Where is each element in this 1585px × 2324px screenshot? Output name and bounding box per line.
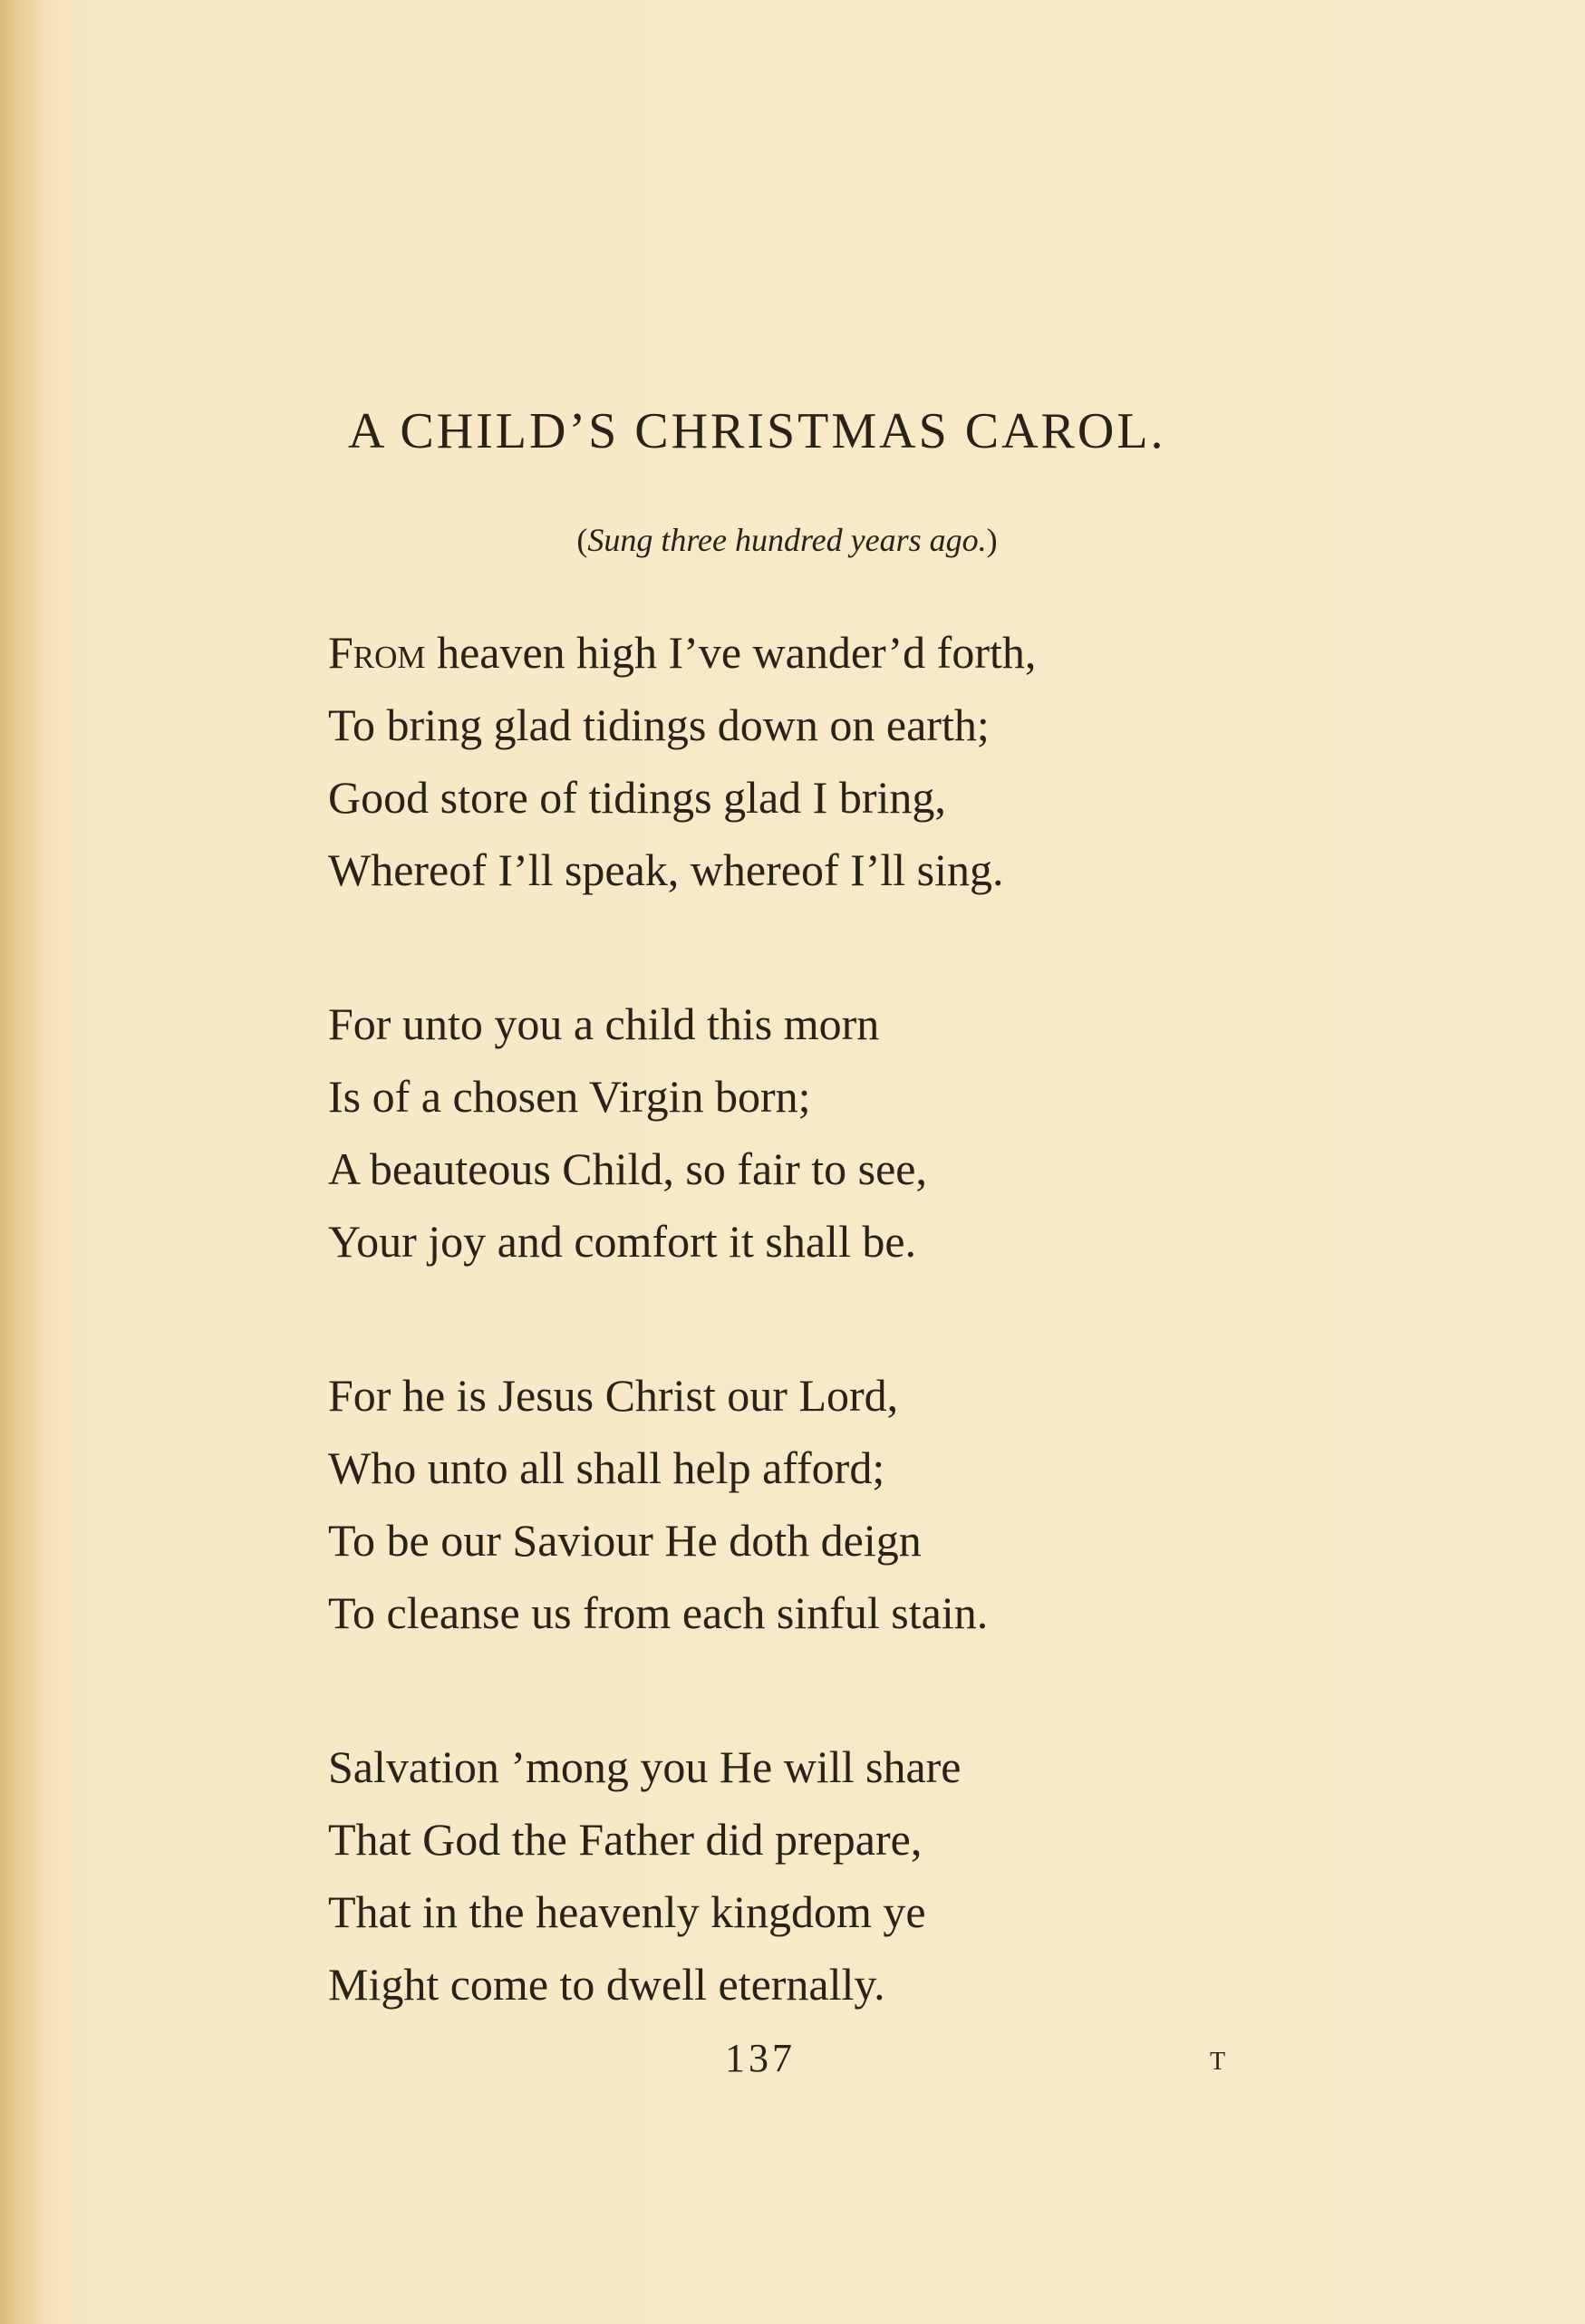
poem-line: To be our Saviour He doth deign [328,1515,922,1566]
poem-line: For unto you a child this morn [328,998,880,1049]
opening-word: From [328,627,426,678]
stanza-1 [328,616,1325,906]
poem-line: To bring glad tidings down on earth; [328,699,990,750]
stanza-4 [328,1731,1325,2020]
poem-body [328,616,1325,2102]
poem-line: Your joy and comfort it shall be. [328,1216,917,1267]
poem-line: A beauteous Child, so fair to see, [328,1143,927,1194]
subtitle-close-paren: ) [986,522,998,558]
line-text: heaven high I’ve wander’d forth, [425,627,1037,678]
poem-line: For he is Jesus Christ our Lord, [328,1370,899,1421]
poem-line [328,616,1325,689]
poem-subtitle [0,524,1585,556]
poem-line: Whereof I’ll speak, whereof I’ll sing. [328,844,1004,895]
poem-title: A CHILD’S CHRISTMAS CAROL. [348,403,1166,459]
subtitle-text: Sung three hundred years ago. [587,522,987,558]
poem-line: That God the Father did prepare, [328,1814,923,1865]
poem-line: Might come to dwell eternally. [328,1959,885,2010]
signature-mark: T [1210,2048,1226,2076]
subtitle-open-paren: ( [576,522,588,558]
poem-line: Salvation ’mong you He will share [328,1741,962,1792]
poem-line: Who unto all shall help afford; [328,1442,885,1493]
stanza-3 [328,1359,1325,1649]
page-number: 137 [725,2036,796,2080]
poem-line: To cleanse us from each sinful stain. [328,1587,989,1638]
page-gutter-shadow [0,0,43,2324]
poem-line: Good store of tidings glad I bring, [328,772,946,823]
stanza-2 [328,988,1325,1278]
poem-line: Is of a chosen Virgin born; [328,1071,811,1122]
poem-line: That in the heavenly kingdom ye [328,1886,926,1937]
